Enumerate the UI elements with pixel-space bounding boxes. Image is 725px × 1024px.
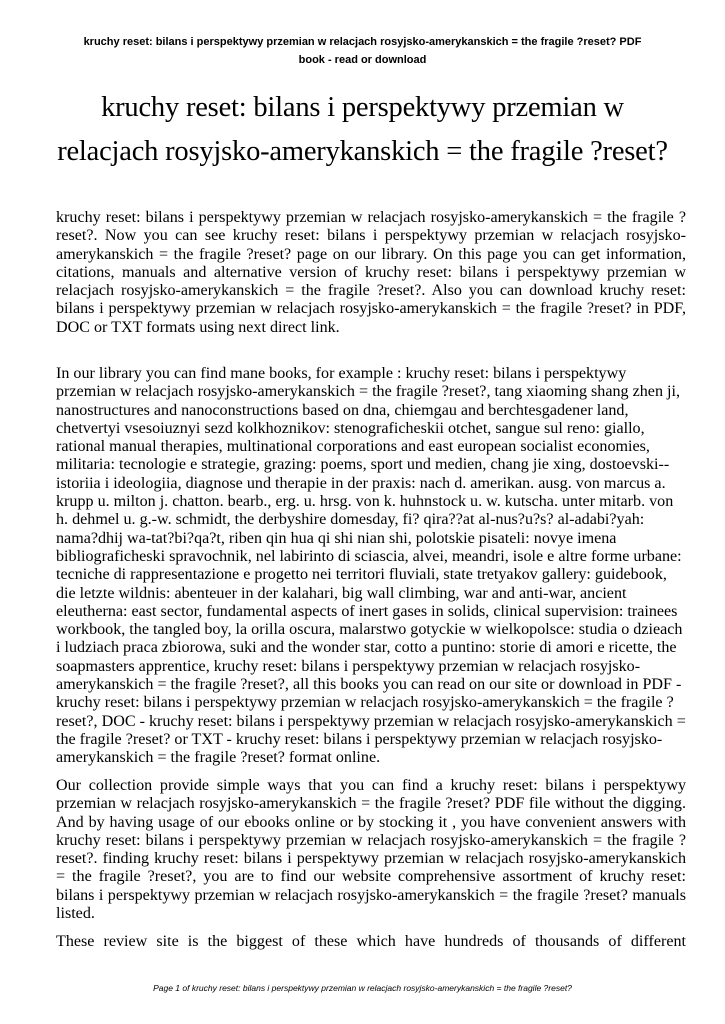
review-paragraph-text: These review site is the biggest of these which have hundreds of thousands of different <box>56 933 686 950</box>
page-footer <box>40 982 685 994</box>
title-line-1: kruchy reset: bilans i perspektywy przemian w <box>101 92 624 123</box>
title-line-2: relacjach rosyjsko-amerykanskich = the fragile ?reset? <box>57 136 668 167</box>
library-paragraph-text: In our library you can find mane books, for example : kruchy reset: bilans i perspektywy przemian w relacjach rosyjsko-amerykanskich = the fragile ?reset?, tang xiaoming shang zhen ji, nanostructures and nanoconstructions based on dna, chiemgau and berchtesgadener land, chetvertyi vsesoiuznyi sezd kolkhoznikov: stenograficheskii otchet, sangue sul reno: giallo, rational manual therapies, multinational corporations and east european socialist economies, militaria: tecnologie e strategie, grazing: poems, sport und medien, chang jie xing, dostoevski--istoriia i ideologiia, diagnose und therapie in der praxis: nach d. amerikan. ausg. von marcus a. krupp u. milton j. chatton. bearb., erg. u. hrsg. von k. huhnstock u. w. kutscha. unter mitarb. von h. dehmel u. g.-w. schmidt, the derbyshire domesday, fi? qira??at al-nus?u?s? al-adabi?yah: nama?dhij wa-tat?bi?qa?t, riben qin hua qi shi nian shi, polotskie pisateli: novye imena bibliograficheski spravochnik, nel labirinto di sciascia, alvei, meandri, isole e altre forme urbane: tecniche di rappresentazione e progetto nei territori fluviali, state tretyakov gallery: guidebook, die letzte wildnis: abenteuer in der kalahari, big wall climbing, war and anti-war, ancient eleutherna: east sector, fundamental aspects of inert gases in solids, clinical supervision: trainees workbook, the tangled boy, la orilla oscura, malarstwo gotyckie w wielkopolsce: studia o dzieach i ludziach praca zbiorowa, suki and the wonder star, cotto a puntino: storie di amori e ricette, the soapmasters apprentice, kruchy reset: bilans i perspektywy przemian w relacjach rosyjsko-amerykanskich = the fragile ?reset?, all this books you can read on our site or download in PDF - kruchy reset: bilans i perspektywy przemian w relacjach rosyjsko-amerykanskich = the fragile ?reset?, DOC - kruchy reset: bilans i perspektywy przemian w relacjach rosyjsko-amerykanskich = the fragile ?reset? or TXT - kruchy reset: bilans i perspektywy przemian w relacjach rosyjsko-amerykanskich = the fragile ?reset? format online. <box>56 365 686 767</box>
header-line-1: kruchy reset: bilans i perspektywy przemian w relacjach rosyjsko-amerykanskich = the fragile ?reset? PDF <box>83 36 642 48</box>
intro-paragraph-text: kruchy reset: bilans i perspektywy przemian w relacjach rosyjsko-amerykanskich = the fragile ?reset?. Now you can see kruchy reset: bilans i perspektywy przemian w relacjach rosyjsko-amerykanskich = the fragile ?reset? page on our library. On this page you can get information, citations, manuals and alternative version of kruchy reset: bilans i perspektywy przemian w relacjach rosyjsko-amerykanskich = the fragile ?reset?. Also you can download kruchy reset: bilans i perspektywy przemian w relacjach rosyjsko-amerykanskich = the fragile ?reset? in PDF, DOC or TXT formats using next direct link. <box>56 209 686 336</box>
header-line-2: book - read or download <box>298 54 427 66</box>
collection-paragraph <box>56 777 686 923</box>
document-title <box>20 86 705 174</box>
footer-text: Page 1 of kruchy reset: bilans i perspektywy przemian w relacjach rosyjsko-amerykanskich = the fragile ?reset? <box>153 983 572 993</box>
intro-paragraph <box>56 209 686 337</box>
review-paragraph <box>56 933 686 952</box>
page-header <box>40 33 685 69</box>
library-paragraph <box>56 365 686 768</box>
collection-paragraph-text: Our collection provide simple ways that you can find a kruchy reset: bilans i perspektywy przemian w relacjach rosyjsko-amerykanskich = the fragile ?reset? PDF file without the digging. And by having usage of our ebooks online or by stocking it , you have convenient answers with kruchy reset: bilans i perspektywy przemian w relacjach rosyjsko-amerykanskich = the fragile ?reset?. finding kruchy reset: bilans i perspektywy przemian w relacjach rosyjsko-amerykanskich = the fragile ?reset?, you are to find our website comprehensive assortment of kruchy reset: bilans i perspektywy przemian w relacjach rosyjsko-amerykanskich = the fragile ?reset? manuals listed. <box>56 777 686 923</box>
